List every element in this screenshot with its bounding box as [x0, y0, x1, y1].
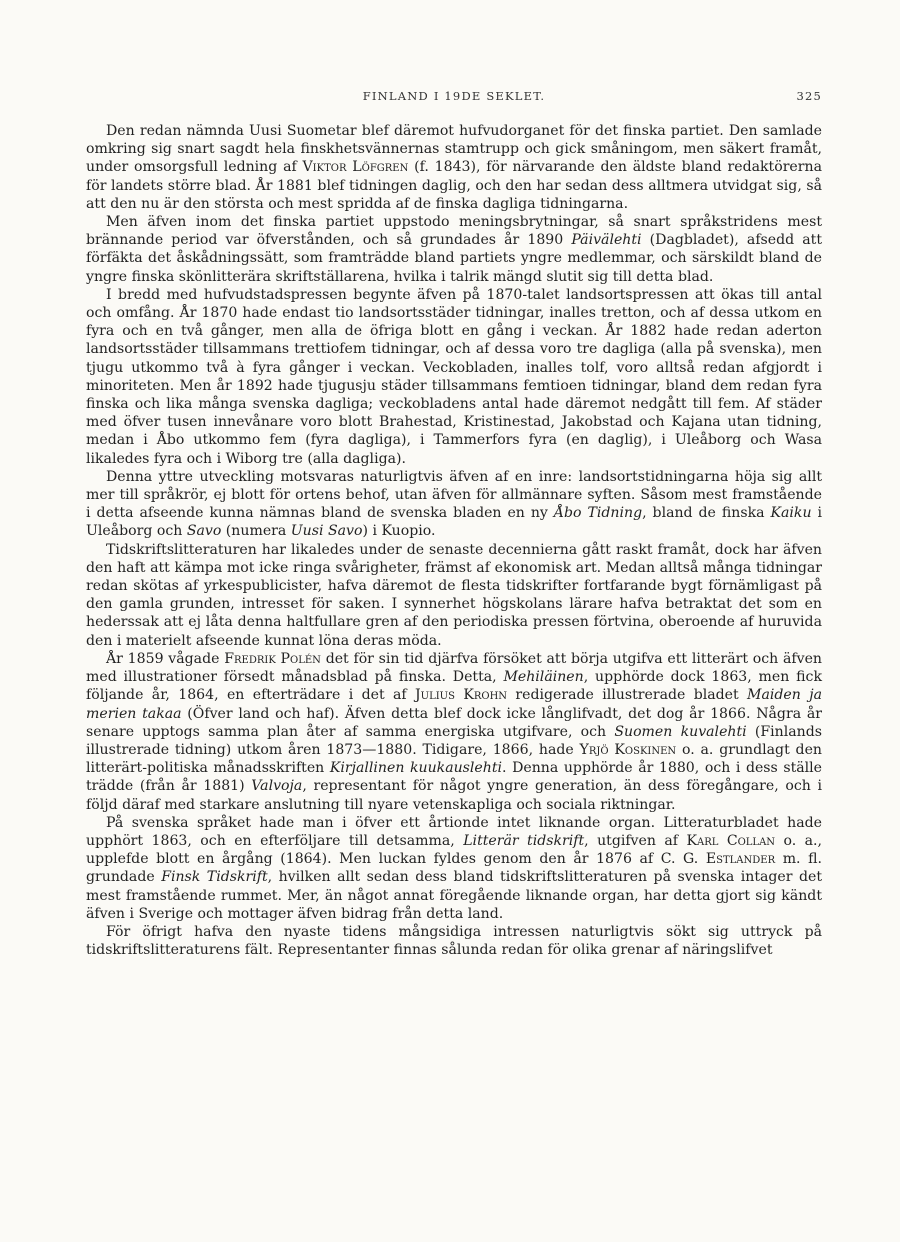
person-name: C. G. Estlander [660, 851, 776, 868]
text-run: , bland de finska [642, 505, 771, 522]
text-run: (Öfver land och haf). Äfven detta blef dock icke långlifvadt, det dog år 1866. Några år senare upptogs samma plan åter af samma energiska utgifvare, och [86, 705, 822, 740]
paragraph [86, 468, 822, 541]
italic-title: Uusi Savo [290, 523, 363, 540]
text-run: i Uleåborg och [86, 505, 822, 540]
paragraph [86, 923, 822, 959]
text-run: Tidskriftslitteraturen har likaledes under de senaste decennierna gått raskt framåt, dock har äfven den haft att kämpa mot icke ringa svårigheter, främst af ekonomisk art. Medan alltså många tidningar redan skötas af yrkespublicister, hafva däremot de flesta tidskrifter fortfarande bygt förnämligast på den gamla grunden, intresset för saken. I synnerhet högskolans lärare hafva betraktat det som en hederssak att ej låta denna haltfullare gren af den periodiska pressen förtvina, oberoende af huruvida den i materielt afseende kunnat löna deras möda. [86, 541, 822, 649]
text-run: På svenska språket hade man i öfver ett årtionde intet liknande organ. Litteraturbladet hade upphört 1863, och en efterföljare till detsamma, [86, 814, 822, 849]
person-name: Viktor Löfgren [302, 159, 409, 176]
text-run: det för sin tid djärfva försöket att börja utgifva ett litterärt och äfven med illustrationer försedt månadsblad på finska. Detta, [86, 650, 823, 686]
text-run: För öfrigt hafva den nyaste tidens mångsidiga intressen naturligtvis sökt sig uttryck på tidskriftslitteraturens fält. Representanter finnas sålunda redan för olika grenar af näringslifvet [86, 923, 822, 959]
text-run: (Dagbladet), afsedd att förfäkta det åskådningssätt, som framträdde bland partiets yngre medlemmar, och särskildt bland de yngre finska skönlitterära skriftställarena, hvilka i talrik mängd slutit sig till detta blad. [86, 232, 822, 285]
text-run: , upphörde dock 1863, men fick följande år, 1864, en efterträdare i det af [86, 669, 822, 704]
italic-title: Mehiläinen [503, 669, 584, 686]
text-run: , utgifven af [584, 832, 687, 849]
paragraph [86, 286, 822, 468]
paragraph [86, 814, 822, 923]
body-text [86, 122, 822, 959]
text-run: Denna yttre utveckling motsvaras naturligtvis äfven af en inre: landsortstidningarna höja sig allt mer till språkrör, ej blott för ortens behof, utan äfven för allmännare syften. Såsom mest framstående i detta afseende kunna nämnas bland de svenska bladen en ny [86, 468, 822, 522]
text-run: Den redan nämnda Uusi Suometar blef däremot hufvudorganet för det finska partiet. Den samlade omkring sig snart sagdt hela finskhetsvännernas stamtrupp och gick småningom, men säkert framåt, under omsorgsfull ledning af [86, 123, 822, 176]
italic-title: Päivälehti [571, 232, 642, 249]
paragraph [86, 541, 822, 650]
italic-title: Finsk Tidskrift [161, 869, 268, 886]
text-run: (Finlands illustrerade tidning) utkom åren 1873—1880. Tidigare, 1866, hade [86, 723, 822, 758]
text-run: redigerade illustrerade bladet [507, 687, 748, 704]
running-header [86, 89, 822, 107]
person-name: Julius Krohn [415, 687, 508, 704]
paragraph [86, 213, 822, 286]
paragraph [86, 122, 822, 213]
person-name: Yrjö Koskinen [579, 741, 677, 758]
text-run: o. a. grundlagt den litterärt-politiska månadsskriften [86, 741, 822, 777]
text-run: År 1859 vågade [106, 650, 225, 667]
italic-title: Savo [186, 523, 222, 540]
text-run: , hvilken allt sedan dess bland tidskriftslitteraturen på svenska intager det mest framstående rummet. Mer, än något annat föregående liknande organ, har detta gjort sig kändt äfven i Sverige och mottager äfven bidrag från detta land. [86, 869, 822, 922]
text-run: . Denna upphörde år 1880, och i dess ställe trädde (från år 1881) [86, 760, 822, 795]
person-name: Fredrik Polén [224, 650, 321, 667]
italic-title: Valvoja [251, 778, 303, 795]
text-run: , representant för något yngre generation, än dess föregångare, och i följd däraf med starkare anslutning till nyare vetenskapliga och sociala riktningar. [86, 778, 822, 813]
text-run: o. a., upplefde blott en årgång (1864). Men luckan fyldes genom den år 1876 af [86, 832, 823, 868]
text-run: (f. 1843), för närvarande den äldste bland redaktörerna för landets större blad. År 1881 blef tidningen daglig, och den har sedan dess alltmera utvidgat sig, så att den nu är den största och mest spridda af de finska dagliga tidningarna. [86, 159, 822, 212]
text-run: (numera [221, 523, 291, 540]
running-title: FINLAND I 19DE SEKLET. [362, 89, 546, 103]
italic-title: Maiden ja merien takaa [86, 687, 822, 722]
text-run: I bredd med hufvudstadspressen begynte äfven på 1870-talet landsortspressen att ökas till antal och omfång. År 1870 hade endast tio landsortsstäder tidningar, inalles tretton, och af dessa utkom en fyra och en två gånger, men alla de öfriga blott en gång i veckan. År 1882 hade redan aderton landsortsstäder tillsammans trettiofem tidningar, och af dessa voro tre dagliga (alla på svenska), men tjugu utkommo två à fyra gånger i veckan. Veckobladen, inalles tolf, voro alltså redan afgjordt i minoriteten. Men år 1892 hade tjugusju städer tillsammans femtioen tidningar, bland dem redan fyra finska och lika många svenska dagliga; veckobladens antal hade däremot nedgått till fem. Af städer med öfver tusen innevånare voro blott Brahestad, Kristinestad, Jakobstad och Kajana utan tidning, medan i Åbo utkommo fem (fyra dagliga), i Tammerfors fyra (en daglig), i Uleåborg och Wasa likaledes fyra och i Wiborg tre (alla dagliga). [86, 286, 822, 467]
paragraph [86, 650, 822, 814]
text-run: m. fl. grundade [86, 851, 822, 886]
page-number: 325 [796, 89, 822, 103]
person-name: Karl Collan [686, 832, 776, 849]
text-run: ) i Kuopio. [362, 523, 436, 540]
italic-title: Litterär tidskrift [463, 832, 585, 849]
italic-title: Suomen kuvalehti [614, 723, 747, 740]
italic-title: Kirjallinen kuukauslehti [329, 760, 503, 777]
italic-title: Åbo Tidning [553, 505, 643, 522]
italic-title: Kaiku [770, 505, 812, 522]
text-run: Men äfven inom det finska partiet uppstodo meningsbrytningar, så snart språkstridens mest brännande period var öfverstånden, och så grundades år 1890 [86, 214, 822, 249]
